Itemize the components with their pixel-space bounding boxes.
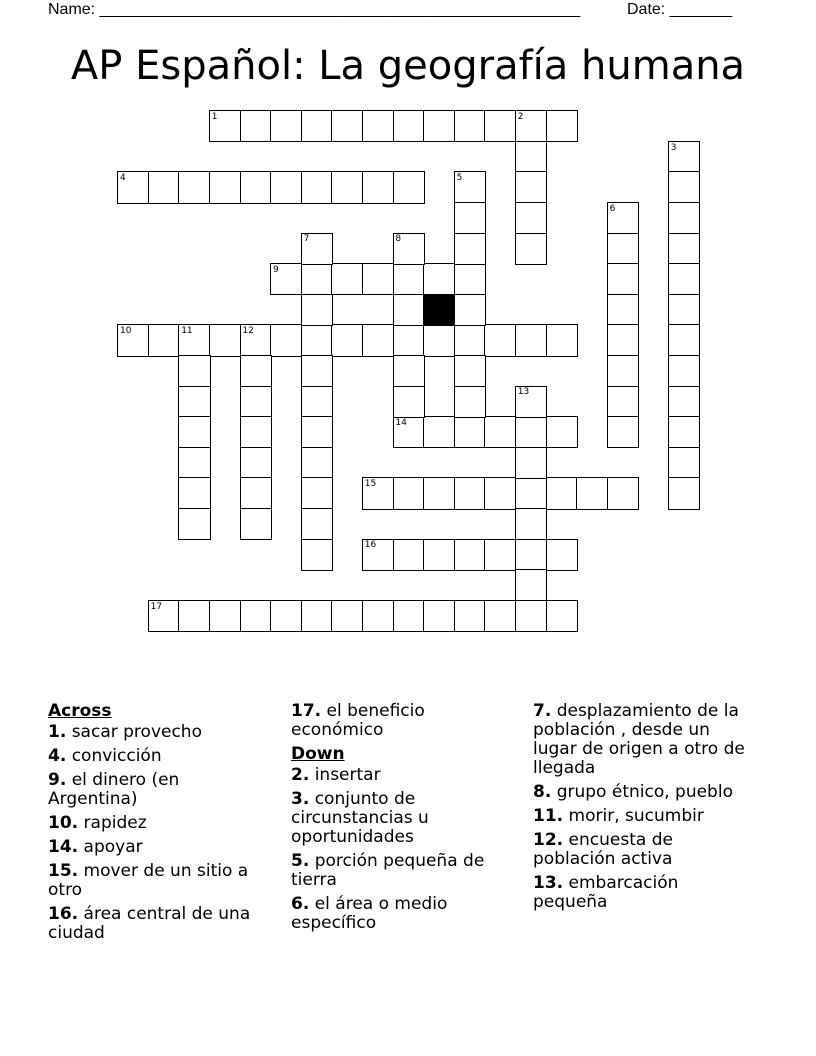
crossword-cell[interactable] <box>668 324 700 356</box>
clue-text: encuesta de población activa <box>533 830 673 869</box>
crossword-cell[interactable] <box>393 263 425 295</box>
clue-text: convicción <box>71 746 162 766</box>
crossword-cell[interactable] <box>454 477 486 509</box>
crossword-cell[interactable] <box>607 386 639 418</box>
clue-across-16 <box>48 905 273 943</box>
crossword-cell[interactable] <box>301 110 333 142</box>
crossword-cell[interactable] <box>240 600 272 632</box>
crossword-cell[interactable] <box>607 233 639 265</box>
crossword-cell[interactable] <box>240 110 272 142</box>
crossword-cell[interactable] <box>515 600 547 632</box>
cell-number: 9 <box>273 265 279 275</box>
crossword-cell[interactable] <box>178 447 210 479</box>
clue-across-10 <box>48 814 273 833</box>
crossword-cell[interactable] <box>178 416 210 448</box>
cell-number: 14 <box>395 418 407 428</box>
crossword-cell[interactable] <box>393 477 425 509</box>
crossword-cell[interactable] <box>209 171 241 203</box>
clue-across-9 <box>48 771 273 809</box>
clue-number: 7. <box>533 701 552 721</box>
crossword-cell[interactable] <box>209 324 241 356</box>
crossword-cell[interactable] <box>270 324 302 356</box>
clue-number: 13. <box>533 873 564 893</box>
crossword-cell[interactable] <box>178 386 210 418</box>
crossword-cell[interactable] <box>668 263 700 295</box>
crossword-cell[interactable] <box>393 600 425 632</box>
crossword-cell[interactable] <box>362 600 394 632</box>
clue-text: grupo étnico, pueblo <box>556 782 733 802</box>
clue-text: conjunto de circunstancias u oportunidades <box>291 789 429 847</box>
clue-text: apoyar <box>83 837 143 857</box>
clue-number: 3. <box>291 789 310 809</box>
crossword-cell[interactable] <box>515 539 547 571</box>
crossword-cell[interactable] <box>515 141 547 173</box>
crossword-cell[interactable] <box>301 386 333 418</box>
clue-down-12 <box>533 831 758 869</box>
clue-number: 9. <box>48 770 67 790</box>
crossword-cell[interactable] <box>668 233 700 265</box>
clue-number: 11. <box>533 806 564 826</box>
crossword-cell[interactable] <box>393 171 425 203</box>
crossword-cell[interactable] <box>240 355 272 387</box>
cell-number: 3 <box>670 142 677 153</box>
crossword-cell[interactable] <box>454 539 486 571</box>
clue-across-15 <box>48 862 273 900</box>
crossword-cell[interactable] <box>454 324 486 356</box>
name-field-label: Name: ______________________________________________________ <box>48 1 581 18</box>
crossword-cell[interactable] <box>484 539 516 571</box>
clue-number: 8. <box>533 782 552 802</box>
clue-number: 17. <box>291 701 322 721</box>
clues-column-1 <box>48 702 273 948</box>
crossword-cell[interactable] <box>301 355 333 387</box>
clue-text: rapidez <box>83 813 147 833</box>
cell-number: 15 <box>364 479 377 490</box>
clue-number: 16. <box>48 904 79 924</box>
clue-down-3 <box>291 790 516 847</box>
crossword-cell[interactable] <box>607 324 639 356</box>
crossword-cell[interactable] <box>393 539 425 571</box>
crossword-cell[interactable] <box>546 110 578 142</box>
crossword-cell[interactable] <box>393 294 425 326</box>
crossword-cell[interactable] <box>209 600 241 632</box>
cell-number: 7 <box>303 234 310 245</box>
crossword-cell[interactable] <box>301 263 333 295</box>
clue-text: mover de un sitio a otro <box>48 861 249 900</box>
clue-text: porción pequeña de tierra <box>291 851 485 890</box>
clue-text: sacar provecho <box>71 722 202 742</box>
crossword-cell[interactable] <box>301 477 333 509</box>
crossword-cell[interactable] <box>607 263 639 295</box>
crossword-cell[interactable] <box>423 539 455 571</box>
clue-text: embarcación pequeña <box>533 873 679 912</box>
crossword-cell[interactable] <box>240 508 272 540</box>
cell-number: 5 <box>456 173 463 184</box>
crossword-cell[interactable] <box>484 324 516 356</box>
crossword-cell[interactable] <box>270 171 302 203</box>
crossword-cell[interactable] <box>178 477 210 509</box>
clue-text: morir, sucumbir <box>568 806 704 826</box>
crossword-cell[interactable] <box>301 600 333 632</box>
cell-number: 11 <box>181 326 193 337</box>
crossword-cell[interactable] <box>454 294 486 326</box>
clue-number: 1. <box>48 722 67 742</box>
clue-text: el dinero (en Argentina) <box>48 770 180 809</box>
crossword-cell[interactable] <box>484 477 516 509</box>
crossword-cell[interactable] <box>423 477 455 509</box>
crossword-cell[interactable] <box>454 202 486 234</box>
crossword-cell[interactable] <box>668 386 700 418</box>
crossword-cell[interactable] <box>178 355 210 387</box>
crossword-cell[interactable] <box>331 171 363 203</box>
clue-across-14 <box>48 838 273 857</box>
crossword-cell[interactable] <box>515 508 547 540</box>
crossword-cell[interactable] <box>148 171 180 203</box>
cell-number: 10 <box>120 326 132 337</box>
cell-number: 12 <box>242 326 254 337</box>
page-title: AP Español: La geografía humana <box>70 43 746 89</box>
clue-number: 2. <box>291 765 310 785</box>
clue-number: 4. <box>48 746 67 766</box>
crossword-cell[interactable] <box>423 110 455 142</box>
crossword-cell[interactable] <box>331 263 363 295</box>
crossword-cell[interactable] <box>240 416 272 448</box>
crossword-cell[interactable] <box>270 110 302 142</box>
crossword-cell[interactable] <box>423 324 455 356</box>
crossword-cell[interactable] <box>362 110 394 142</box>
cell-number: 6 <box>609 203 616 214</box>
crossword-cell[interactable] <box>423 416 455 448</box>
crossword-cell[interactable] <box>454 386 486 418</box>
crossword-cell[interactable] <box>607 416 639 448</box>
crossword-cell[interactable] <box>301 508 333 540</box>
crossword-cell[interactable] <box>668 447 700 479</box>
cell-number: 8 <box>395 234 402 245</box>
clue-number: 12. <box>533 830 564 850</box>
crossword-cell[interactable] <box>454 263 486 295</box>
crossword-cell[interactable] <box>454 233 486 265</box>
crossword-cell[interactable] <box>607 477 639 509</box>
crossword-cell[interactable] <box>362 171 394 203</box>
crossword-cell[interactable] <box>331 324 363 356</box>
crossword-cell[interactable] <box>301 324 333 356</box>
crossword-cell[interactable] <box>393 386 425 418</box>
cell-number: 13 <box>517 387 530 398</box>
crossword-cell[interactable] <box>546 477 578 509</box>
clue-number: 14. <box>48 837 79 857</box>
crossword-cell[interactable] <box>178 600 210 632</box>
clue-text: área central de una ciudad <box>48 904 251 943</box>
clue-down-11 <box>533 807 758 826</box>
crossword-cell[interactable] <box>393 355 425 387</box>
crossword-cell[interactable] <box>301 539 333 571</box>
crossword-cell[interactable] <box>515 233 547 265</box>
crossword-cell[interactable] <box>668 477 700 509</box>
clue-number: 6. <box>291 894 310 914</box>
crossword-cell[interactable] <box>301 171 333 203</box>
crossword-cell[interactable] <box>423 600 455 632</box>
cell-number: 1 <box>211 112 218 122</box>
crossword-cell[interactable] <box>668 416 700 448</box>
crossword-cell[interactable] <box>484 416 516 448</box>
crossword-cell[interactable] <box>515 569 547 601</box>
crossword-cell[interactable] <box>515 202 547 234</box>
cell-number: 2 <box>517 112 524 122</box>
crossword-cell[interactable] <box>607 355 639 387</box>
crossword-cell[interactable] <box>240 171 272 203</box>
crossword-cell[interactable] <box>484 600 516 632</box>
crossword-cell[interactable] <box>546 539 578 571</box>
clue-number: 10. <box>48 813 79 833</box>
clue-down-2 <box>291 766 516 785</box>
crossword-cell[interactable] <box>546 324 578 356</box>
crossword-cell[interactable] <box>515 447 547 479</box>
black-square <box>423 294 455 326</box>
crossword-cell[interactable] <box>240 447 272 479</box>
clue-down-13 <box>533 874 758 912</box>
down-heading: Down <box>291 744 345 764</box>
crossword-cell[interactable] <box>546 600 578 632</box>
clues-column-3 <box>533 702 758 917</box>
crossword-cell[interactable] <box>454 110 486 142</box>
cell-number: 17 <box>150 601 163 612</box>
clue-text: el área o medio específico <box>291 894 448 933</box>
crossword-cell[interactable] <box>240 477 272 509</box>
clue-down-6 <box>291 895 516 933</box>
clue-across-17 <box>291 702 516 740</box>
crossword-cell[interactable] <box>515 324 547 356</box>
crossword-cell[interactable] <box>454 416 486 448</box>
crossword-cell[interactable] <box>393 324 425 356</box>
crossword-cell[interactable] <box>240 386 272 418</box>
crossword-cell[interactable] <box>668 202 700 234</box>
clue-down-8 <box>533 783 758 802</box>
crossword-cell[interactable] <box>454 355 486 387</box>
crossword-cell[interactable] <box>668 171 700 203</box>
crossword-cell[interactable] <box>148 324 180 356</box>
crossword-cell[interactable] <box>301 447 333 479</box>
crossword-cell[interactable] <box>362 324 394 356</box>
crossword-cell[interactable] <box>178 171 210 203</box>
crossword-cell[interactable] <box>331 110 363 142</box>
crossword-cell[interactable] <box>301 294 333 326</box>
clue-number: 5. <box>291 851 310 871</box>
crossword-cell[interactable] <box>668 355 700 387</box>
clue-text: insertar <box>314 765 381 785</box>
clue-text: desplazamiento de la población , desde un lugar de origen a otro de llegada <box>533 701 745 778</box>
crossword-cell[interactable] <box>515 416 547 448</box>
crossword-cell[interactable] <box>423 263 455 295</box>
clue-across-4 <box>48 747 273 766</box>
clue-text: el beneficio económico <box>291 701 425 740</box>
crossword-cell[interactable] <box>301 416 333 448</box>
crossword-cell[interactable] <box>178 508 210 540</box>
crossword-cell[interactable] <box>515 477 547 509</box>
clue-number: 15. <box>48 861 79 881</box>
cell-number: 4 <box>120 173 126 184</box>
crossword-cell[interactable] <box>484 110 516 142</box>
clue-down-7 <box>533 702 758 778</box>
crossword-cell[interactable] <box>270 600 302 632</box>
across-heading: Across <box>48 701 112 721</box>
crossword-cell[interactable] <box>668 294 700 326</box>
crossword-cell[interactable] <box>454 600 486 632</box>
clues-column-2 <box>291 702 516 938</box>
crossword-cell[interactable] <box>515 171 547 203</box>
clue-across-1 <box>48 723 273 742</box>
crossword-cell[interactable] <box>576 477 608 509</box>
crossword-cell[interactable] <box>362 263 394 295</box>
clue-down-5 <box>291 852 516 890</box>
crossword-cell[interactable] <box>331 600 363 632</box>
date-field-label: Date: _______ <box>627 1 732 18</box>
crossword-cell[interactable] <box>393 110 425 142</box>
cell-number: 16 <box>364 540 377 551</box>
crossword-cell[interactable] <box>546 416 578 448</box>
crossword-cell[interactable] <box>607 294 639 326</box>
